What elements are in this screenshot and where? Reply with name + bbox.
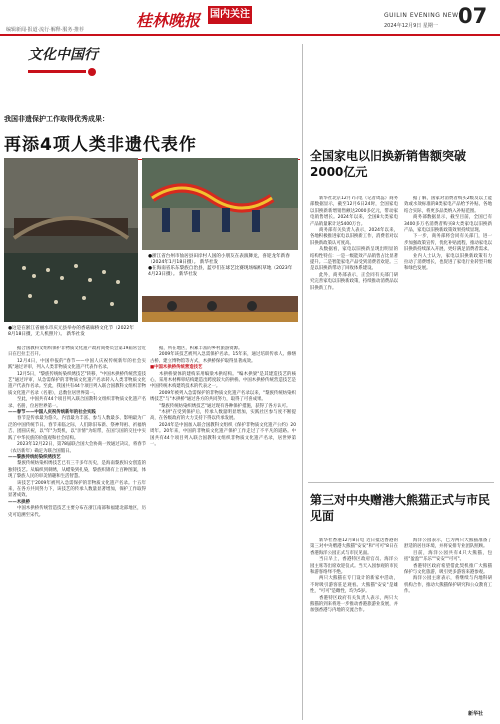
right-story2-column-1 (310, 538, 398, 716)
right-story2-headline: 第三对中央赠港大熊猫正式与市民见面 (310, 493, 491, 523)
paragraph: 业内人士认为，家电以旧换新政策有力拉动了消费增长，也促进了家电行业转型升级和绿色发展。 (404, 253, 492, 272)
paragraph: 该技艺于2009年被列入急需保护的非物质文化遗产名录。十五年来，在各方共同努力下，该技艺的传承人数量显著增加，保护工作取得显著成效。 (8, 480, 146, 499)
header-rule (0, 34, 500, 36)
paragraph: 商务部有关负责人表示，2024年以来，各地积极推进家电以旧换新工作，消费者对以旧换新政策认可度高。 (310, 228, 398, 246)
column-title-block (28, 44, 178, 114)
paragraph: 12月5日，"黎族传统纺染织绣技艺"转移，"中国木拱桥传统营造技艺"通过评审，从急需保护的非物质文化遗产名录转入人类非物质文化遗产代表作名录。至此，我国共有44个项目列入联合国教科文组织非物质文化遗产名录（名册），总数位居世界第一。 (8, 371, 146, 396)
paragraph: "黎族传统纺染织绣技艺"通过现有各种保护措施，获得了各方认可。 (159, 403, 291, 409)
section-heading: ——黎族传统纺染织绣技艺 (8, 454, 61, 460)
dragon-dance-image (142, 158, 298, 250)
paragraph: 至此，中国共有44个项目列入联合国教科文组织非物质文化遗产名录、名册，位居世界第一。 (8, 397, 146, 409)
page-number: 07 (458, 4, 488, 28)
photo3-caption: ●在海南省乐东黎族自治县，蓝亭们在球艺比赛现场编织草地（2023年4月23日摄）。 新华社发 (148, 266, 293, 277)
right-story1-column-2 (404, 196, 492, 466)
section-heading: ——木拱桥 (8, 499, 30, 505)
photo-dragon-dance (142, 158, 298, 250)
paragraph: 新华社香港12月8日电 近日抵达香港的第三对中央赠港大熊猫"安安"和"可可"8日在香港海洋公园正式与市民见面。 (310, 538, 398, 556)
photo-weaving (142, 296, 298, 322)
paragraph: 香港特区政府希望借此契机推广大熊猫保护与文化旅游，吸引更多游客来港参观。 (404, 563, 492, 576)
paragraph: 中国木拱桥传统营造技艺主要分布在浙江南部和福建北部地区，历史可追溯至宋代。 (8, 506, 146, 518)
paragraph: 2009年该技艺被列入急需保护名录。15年来，通过培训传承人、修缮古桥、建立博物馆等方式，木拱桥保护取得显著成效。 (150, 352, 296, 364)
section-heading: ■中国木拱桥传统营造技艺 (150, 365, 203, 371)
left-story-column-1 (8, 346, 146, 720)
column-decoration-icon (28, 66, 100, 88)
right-story1-column-1 (310, 196, 398, 466)
section-badge: 国内关注 (208, 6, 252, 24)
column-divider (302, 44, 303, 720)
paragraph: 据合国教科文组织保护非物质文化遗产政府间委员会第19届常会近日在巴拉圭召开。 (8, 346, 146, 358)
section-heading: ——春节——中国人庆祝传统新年的社会实践 (8, 410, 96, 416)
photo1-caption: ●这是在浙江省丽水市庆元县举办的香菇廊桥文化节（2022年8月18日摄，无人机照片）。 新华社发 (8, 326, 134, 337)
photo-bridge-festival (4, 158, 138, 322)
paragraph: 香港特区政府有关负责人表示，两只大熊猫的到来将进一步推动香港旅游业发展，并加强香港与内地的交流合作。 (310, 595, 398, 614)
paragraph: 海洋公园主席表示，将继续与内地科研机构合作，推动大熊猫保护研究和公众教育工作。 (404, 576, 492, 595)
newspaper-logo: 桂林晚报 (136, 11, 201, 30)
newspaper-english-name: GUILIN EVENING NEWS (384, 12, 463, 19)
paragraph: 木拱桥梁体的建构采用编梁木拱结构。"编木拱梁"是其建造技艺的核心，采用木材榫卯结构建造出跨度较大的拱桥。中国木拱桥传统营造技艺是中国传统木构建筑技术的代表之一。 (150, 371, 296, 390)
paragraph: 2009年被列入急需保护的非物质文化遗产名录以来，"黎族传统纺染织绣技艺"与"木拱桥"通过各方的共同努力，取得了可喜成果。 (150, 390, 296, 403)
paragraph: 目前，海洋公园共有4只大熊猫，包括"盈盈""乐乐""安安""可可"。 (404, 550, 492, 563)
paragraph: 商务部数据显示，截至目前，全国已有3400多万名消费者购买8大类家电以旧换新产品，家电以旧换新政策效果持续显现。 (404, 215, 492, 234)
paragraph: 据了解，国家对消费者购买2级及以上能效或水效标准的8类家电产品给予补贴。各地结合实际，将更多品类纳入补贴范围。 (404, 196, 492, 214)
left-story-headline: 再添4项人类非遗代表作 (4, 135, 197, 155)
bridge-festival-image (4, 158, 138, 322)
page-header (0, 0, 500, 40)
paragraph: 春节是传承最为悠久、内容最为丰富、参与人数最多、影响最为广泛的中国传统节日。春节来临之际，人们除旧布新、祭神拜祖、祈福纳吉、团圆庆祝，以"年"为契机，以"亲情"为纽带，在国与国的交往中实践了中华民族的价值观和社会结构。 (8, 416, 146, 441)
paragraph: 两只大熊猫在专门设计的新家中活动，不时吸引游客驻足观看。大熊猫"安安"是雄性，"可可"是雌性，均为5岁。 (310, 576, 398, 595)
story-divider (308, 482, 494, 483)
paragraph: 从数据看，家电以旧换新呈现出明显的结构性特点：一是一级能效产品销售占比显著提升。二是智能家电产品受到消费者欢迎。三是以旧换新带动了回收体系建设。 (310, 247, 398, 272)
issue-date: 2024年12月9日 星期一 (384, 23, 438, 29)
paragraph: 据，所在地区，积累丰富的乡村旅游资源。 (159, 346, 243, 351)
photo2-caption: ●浙江省台州市仙居县田岸村人国的小朋友在表演舞龙，喜迎龙年新春（2024年1月18日摄）。 新华社发 (148, 254, 290, 265)
paragraph: "木拱"在受到保护后，传承人数量明显增加，实践社区参与度不断提高，在各级政府的大力支持下得以传承发展。 (150, 410, 296, 422)
paragraph: 当日早上，香港特区政府官员、海洋公园主席等出席欢迎仪式。当天入园参观的市民和游客络绎不绝。 (310, 557, 398, 576)
left-story-column-2 (150, 346, 296, 720)
header-slogan: 编辑新闻·报道·流行·解释·服务·推荐 (6, 27, 84, 33)
left-story-heading (4, 114, 300, 160)
column-title: 文化中国行 (28, 47, 98, 63)
paragraph: 下一步，商务部将会同有关部门，进一步加强政策宣传，优化补贴流程，推动家电以旧换新持续深入开展，更好满足消费者需求。 (404, 234, 492, 253)
left-story-subtitle: 我国非遗保护工作取得优秀成果： (4, 115, 109, 123)
paragraph: 黎族传统纺染织绣技艺已有三千多年历史，是海南黎族妇女创造的独特技艺。从编织到刺绣，从蜡染到扎染，黎族织锦有上百种图案，体现了黎族人民的审美情趣和生活智慧。 (8, 461, 146, 480)
paragraph: 12月4日，中国申报的"春节——中国人庆祝传统新年的社会实践"通过评审，列入人类非物质文化遗产代表作名录。 (8, 358, 146, 371)
paragraph: 此外，商务部表示，正会同有关部门研究完善家电以旧换新政策，持续推动消费品以旧换新工作。 (310, 272, 398, 291)
right-story2-column-2 (404, 538, 492, 708)
paragraph: 新华社北京12月7日电（记者周蕊）商务部数据显示，截至12月6日24时，全国家电以旧换新新增销售额达2000多亿元，带动家电销售增长。2024年以来，全国8大类家电产品销量累计达5400万台。 (310, 196, 398, 227)
right-story1-headline: 全国家电以旧换新销售额突破2000亿元 (310, 149, 467, 179)
story-credit: 新华社 (468, 711, 484, 717)
paragraph: 海洋公园表示，已为两只大熊猫准备了舒适的居住环境，并将安排专业团队照顾。 (404, 538, 492, 550)
paragraph: 2023年12月22日，第78届联合国大会协商一致通过决议，将春节（农历新年）确定为联合国假日。 (8, 442, 146, 454)
weaving-image (142, 296, 298, 322)
paragraph: 2024年是中国加入联合国教科文组织《保护非物质文化遗产公约》20周年。20年来，中国的非物质文化遗产保护工作走过了不平凡的道路。中国共有44个项目列入联合国教科文组织非物质文化遗产名录，居世界第一。 (150, 422, 296, 448)
